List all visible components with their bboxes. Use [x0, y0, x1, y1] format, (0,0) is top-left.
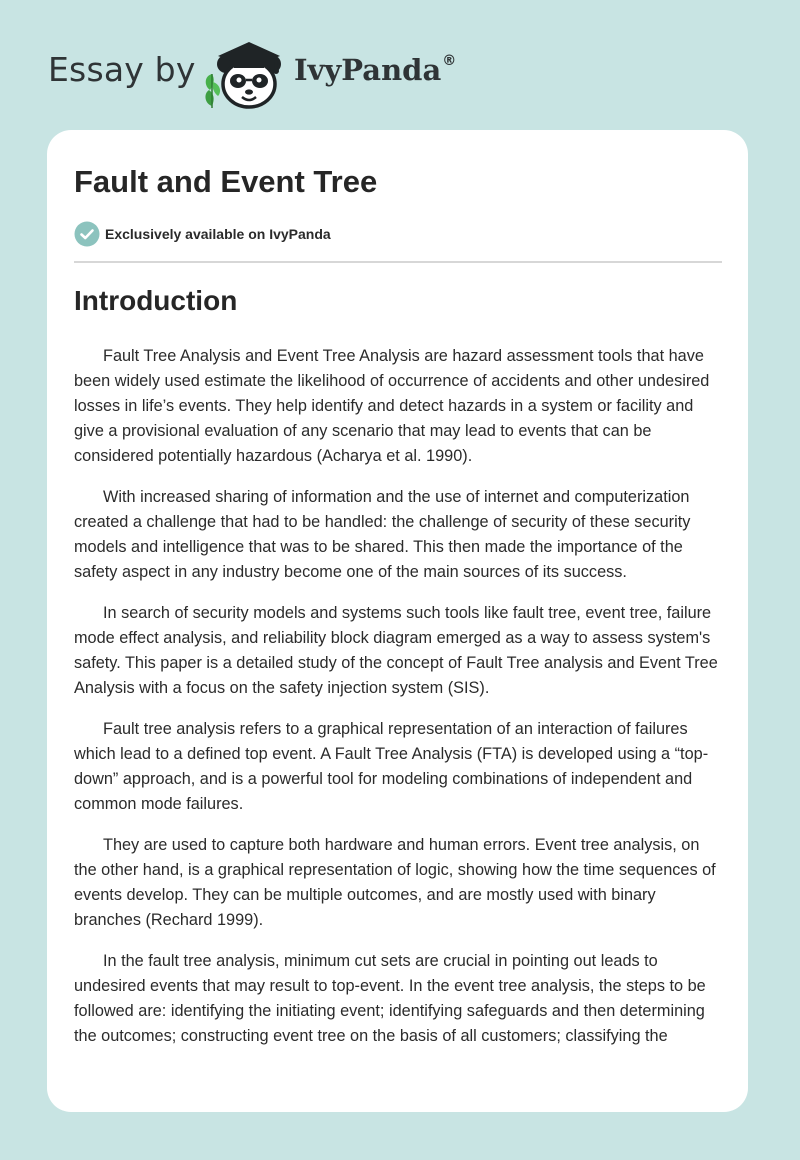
paragraph: In the fault tree analysis, minimum cut sets are crucial in pointing out leads to undesired events that may result to top-event. In the event tree analysis, the steps to be followed are: identifying the initiating event; identifying safeguards and then determining the outcomes; constructing event tree on the basis of all customers; classifying the — [74, 952, 706, 1045]
paragraph: Fault Tree Analysis and Event Tree Analysis are hazard assessment tools that have been widely used estimate the likelihood of occurrence of accidents and other undesired losses in life’s events. They help identify and detect hazards in a system or facility and give a provisional evaluation of any scenario that may lead to events that can be considered potentially hazardous (Acharya et al. 1990). — [74, 347, 710, 465]
brand-name-text: IvyPanda — [294, 53, 442, 87]
registered-mark: ® — [442, 53, 457, 70]
article-body — [74, 344, 726, 1065]
brand-prefix: Essay by — [48, 50, 196, 89]
brand-name — [294, 53, 456, 87]
exclusive-badge-text: Exclusively available on IvyPanda — [105, 226, 331, 242]
paragraph: They are used to capture both hardware and human errors. Event tree analysis, on the other hand, is a graphical representation of logic, showing how the time sequences of events develop. They can be multiple outcomes, and are mostly used with binary branches (Rechard 1999). — [74, 836, 716, 929]
check-circle-icon — [74, 221, 100, 247]
paragraph: With increased sharing of information and the use of internet and computerization created a challenge that had to be handled: the challenge of security of these security models and intelligence that was to be shared. This then made the importance of the safety aspect in any industry become one of the main sources of its success. — [74, 488, 691, 581]
section-heading: Introduction — [74, 285, 238, 316]
paragraph: Fault tree analysis refers to a graphical representation of an interaction of failures which lead to a defined top event. A Fault Tree Analysis (FTA) is developed using a “top-down” approach, and is a powerful tool for modeling combinations of independent and common mode failures. — [74, 720, 709, 813]
exclusive-badge — [74, 222, 331, 246]
site-header — [48, 34, 468, 110]
essay-title: Fault and Event Tree — [74, 164, 378, 199]
panda-graduate-icon — [200, 34, 292, 110]
essay-card — [47, 130, 748, 1112]
paragraph: In search of security models and systems such tools like fault tree, event tree, failure mode effect analysis, and reliability block diagram emerged as a way to assess system's safety. This paper is a detailed study of the concept of Fault Tree analysis and Event Tree Analysis with a focus on the safety injection system (SIS). — [74, 604, 718, 697]
divider — [74, 261, 722, 263]
